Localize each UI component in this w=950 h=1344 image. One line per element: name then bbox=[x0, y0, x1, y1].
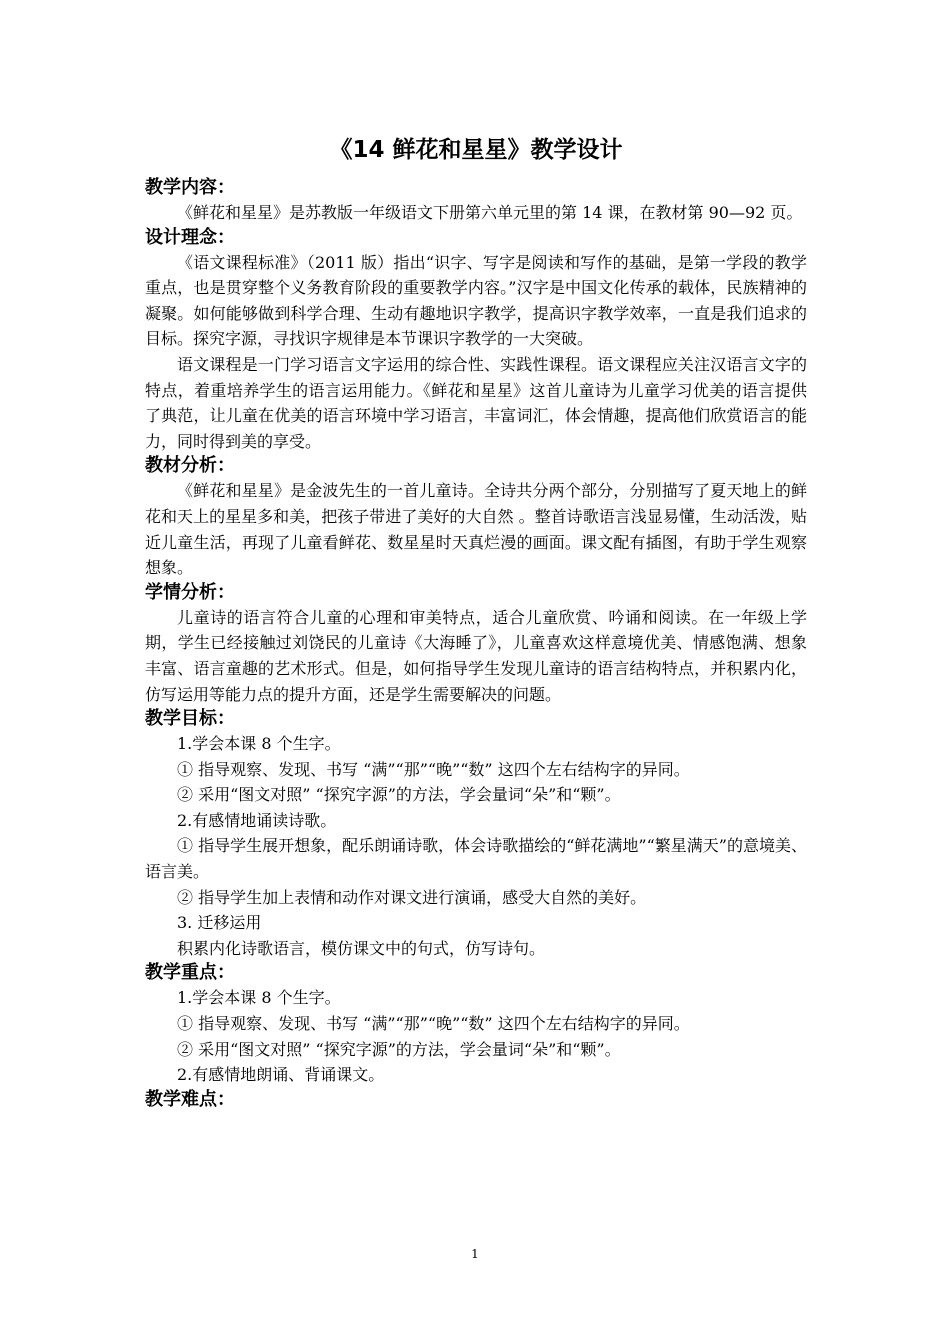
section-heading-content: 教学内容： bbox=[145, 177, 235, 198]
document-title: 《14 鲜花和星星》教学设计 bbox=[329, 137, 623, 163]
list-item: 积累内化诗歌语言，模仿课文中的句式，仿写诗句。 bbox=[177, 938, 546, 958]
list-item: 1.学会本课 8 个生字。 bbox=[177, 734, 341, 754]
list-item: ① 指导观察、发现、书写 “满”“那”“晚”“数” 这四个左右结构字的异同。 bbox=[177, 1014, 690, 1034]
list-item: 2.有感情地诵读诗歌。 bbox=[177, 810, 337, 830]
document-body bbox=[145, 176, 807, 1112]
paragraph: 儿童诗的语言符合儿童的心理和审美特点，适合儿童欣赏、吟诵和阅读。在一年级上学期，学生已经接触过刘饶民的儿童诗《大海睡了》，儿童喜欢这样意境优美、情感饱满、想象丰富、语言童趣的艺术形式。但是，如何指导学生发现儿童诗的语言结构特点，并积累内化，仿写运用等能力点的提升方面，还是学生需要解决的问题。 bbox=[145, 607, 807, 704]
list-item: ② 采用“图文对照” “探究字源”的方法，学会量词“朵”和“颗”。 bbox=[177, 785, 621, 805]
paragraph: 语文课程是一门学习语言文字运用的综合性、实践性课程。语文课程应关注汉语言文字的特点，着重培养学生的语言运用能力。《鲜花和星星》这首儿童诗为儿童学习优美的语言提供了典范，让儿童在优美的语言环境中学习语言，丰富词汇，体会情趣，提高他们欣赏语言的能力，同时得到美的享受。 bbox=[145, 354, 807, 451]
list-item: 1.学会本课 8 个生字。 bbox=[177, 988, 341, 1008]
section-heading-goals: 教学目标： bbox=[145, 708, 235, 730]
section-heading-concept: 设计理念： bbox=[145, 226, 235, 248]
list-item: ① 指导学生展开想象，配乐朗诵诗歌，体会诗歌描绘的“鲜花满地”“繁星满天”的意境美、语言美。 bbox=[145, 836, 807, 882]
section-heading-material: 教材分析： bbox=[145, 455, 235, 477]
list-item: 3. 迁移运用 bbox=[177, 913, 262, 933]
list-item: ② 指导学生加上表情和动作对课文进行演诵，感受大自然的美好。 bbox=[177, 887, 647, 907]
paragraph: 《鲜花和星星》是苏教版一年级语文下册第六单元里的第 14 课，在教材第 90—92 页。 bbox=[177, 203, 803, 222]
list-item: ① 指导观察、发现、书写 “满”“那”“晚”“数” 这四个左右结构字的异同。 bbox=[177, 759, 690, 779]
list-item: 2.有感情地朗诵、背诵课文。 bbox=[177, 1065, 385, 1085]
section-heading-difficulties: 教学难点： bbox=[145, 1088, 235, 1110]
list-item: ② 采用“图文对照” “探究字源”的方法，学会量词“朵”和“颗”。 bbox=[177, 1039, 621, 1059]
section-heading-key-points: 教学重点： bbox=[145, 962, 235, 984]
section-heading-students: 学情分析： bbox=[145, 581, 235, 603]
paragraph: 《语文课程标准》（2011 版）指出“识字、写字是阅读和写作的基础，是第一学段的教学重点，也是贯穿整个义务教育阶段的重要教学内容。”汉字是中国文化传承的载体，民族精神的凝聚。如何能够做到科学合理、生动有趣地识字教学，提高识字教学效率，一直是我们追求的目标。探究字源，寻找识字规律是本节课识字教学的一大突破。 bbox=[145, 252, 807, 349]
paragraph: 《鲜花和星星》是金波先生的一首儿童诗。全诗共分两个部分，分别描写了夏天地上的鲜花和天上的星星多和美，把孩子带进了美好的大自然 。整首诗歌语言浅显易懂，生动活泼，贴近儿童生活，再现了儿童看鲜花、数星星时天真烂漫的画面。课文配有插图，有助于学生观察想象。 bbox=[145, 481, 807, 578]
page-number: 1 bbox=[471, 1247, 479, 1261]
